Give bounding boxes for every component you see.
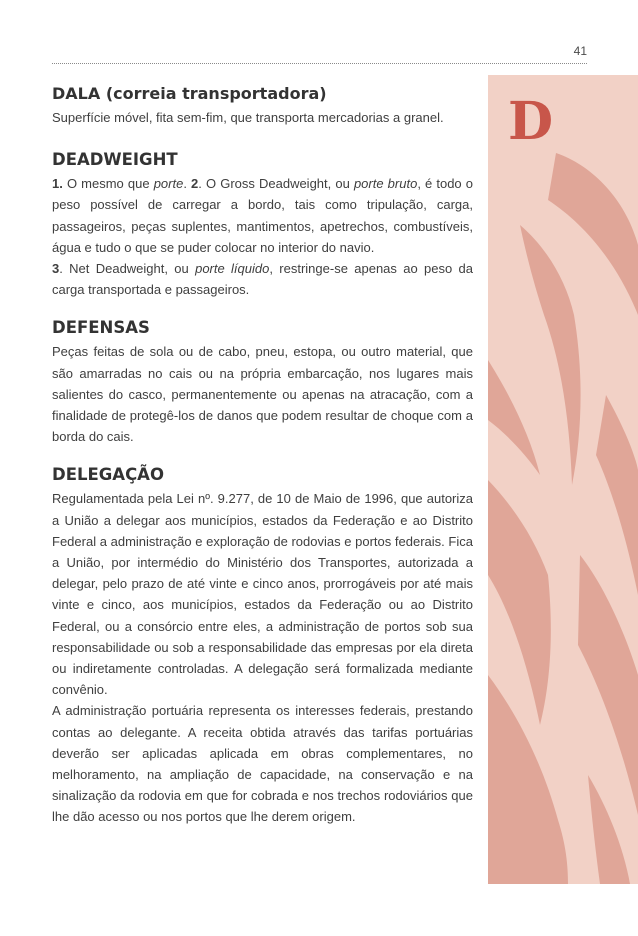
entries-column: [52, 84, 473, 828]
spacer: [52, 300, 473, 318]
sense-number: 1.: [52, 176, 63, 192]
cross-reference: porte líquido: [195, 261, 270, 277]
entry-term: DELEGAÇÃO: [52, 465, 164, 485]
entry-definition: Peças feitas de sola ou de cabo, pneu, estopa, ou outro material, que são amarradas no cais ou na própria embarcação, nos lugares mais salientes do casco, permanentemente ou apenas na atracação, com a finalidade de protegê-los de danos que podem resultar de choque com a borda do cais.: [52, 344, 473, 445]
globe-decoration: [488, 75, 638, 884]
definition-text: O mesmo que: [62, 176, 154, 192]
letter-sidebar: [488, 75, 638, 884]
sense-number: 3: [52, 261, 60, 277]
header-dotted-rule: [52, 63, 587, 64]
entry-term: DALA (correia transportadora): [52, 84, 327, 103]
sense-number: 2: [191, 176, 199, 192]
definition-text: . O Gross Deadweight, ou: [198, 176, 354, 192]
spacer: [52, 447, 473, 465]
entry-definition: [52, 488, 473, 827]
cross-reference: porte bruto: [353, 176, 418, 192]
entry-delegacao: [52, 465, 473, 827]
entry-term: DEFENSAS: [52, 318, 150, 338]
definition-text: .: [183, 176, 192, 192]
page-number: 41: [573, 44, 587, 58]
entry-definition: Superfície móvel, fita sem-fim, que transporta mercadorias a granel.: [52, 110, 444, 125]
definition-text: . Net Deadweight, ou: [59, 261, 196, 277]
cross-reference: porte: [153, 176, 184, 192]
entry-defensas: [52, 318, 473, 447]
definition-text: , restringe-se apenas ao peso da carga transportada e passageiros.: [52, 261, 473, 298]
entry-deadweight: [52, 150, 473, 300]
definition-text: Regulamentada pela Lei nº. 9.277, de 10 de Maio de 1996, que autoriza a União a delegar aos municípios, estados da Federação e ao Distrito Federal a administração e exploração de rodovias e portos federais. Fica a União, por intermédio do Ministério dos Transportes, autorizada a delegar, pelo prazo de até vinte e cinco anos, prorrogáveis por até mais vinte e cinco, aos municípios, estados da Federação ou ao Distrito Federal, ou a consórcio entre eles, a administração de portos sob sua responsabilidade ou sob a responsabilidade das empresas por ela direta ou indiretamente controladas. A delegação será formalizada mediante convênio.: [52, 491, 473, 698]
section-letter: D: [508, 91, 554, 152]
entry-term: DEADWEIGHT: [52, 150, 178, 170]
definition-text: , é todo o peso possível de carregar a bordo, tais como tripulação, carga, passageiros, peças suplentes, mantimentos, apetrechos, combustíveis, água e tudo o que se puder colocar no interior do navio.: [52, 176, 473, 255]
definition-text: A administração portuária representa os interesses federais, prestando contas ao delegante. A receita obtida através das tarifas portuárias deverão ser aplicadas aplicada em obras complementares, no melhoramento, na ampliação de capacidade, na conservação e na sinalização da rodovia em que for cobrada e nos trechos rodoviários que lhe dão acesso ou nos portos que lhe derem origem.: [52, 703, 473, 825]
entry-definition: [52, 173, 473, 300]
spacer: [52, 128, 473, 150]
entry-dala: [52, 84, 473, 128]
